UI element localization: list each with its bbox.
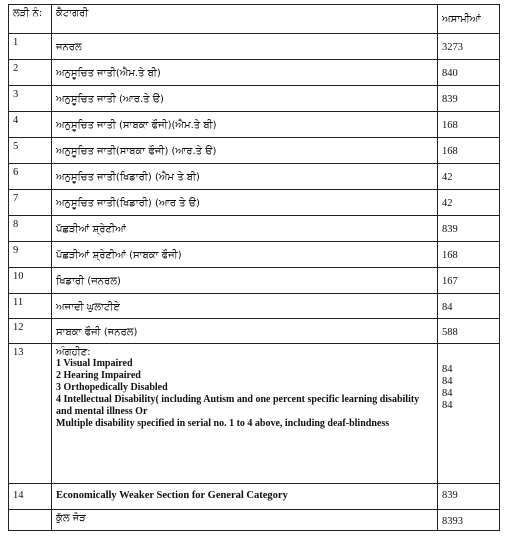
row-category: ਅਨੁਸੂਚਿਤ ਜਾਤੀ(ਖਿਡਾਰੀ) (ਆਰ ਤੇ ੳ) [52,190,438,216]
row-serial: 11 [9,294,52,319]
header-category: ਕੈਟਾਗਰੀ [52,5,438,34]
row-category: ਪੱਛੜੀਆਂ ਸ਼੍ਰੇਣੀਆਂ (ਸਾਬਕਾ ਫੌਜੀ) [52,242,438,268]
row-category: ਅਨੁਸੂਚਿਤ ਜਾਤੀ(ਖਿਡਾਰੀ) (ਐਮ ਤੇ ਬੀ) [52,164,438,190]
table-row [9,242,500,268]
row-posts: 839 [438,216,500,242]
row-posts: 168 [438,138,500,164]
disability-category [52,344,438,484]
row-category: ਅਜਾਦੀ ਘੁਲਾਟੀਏ [52,294,438,319]
row-serial: 12 [9,319,52,344]
table-row [9,190,500,216]
row-serial: 2 [9,60,52,86]
total-row [9,510,500,531]
row-posts: 84 [438,294,500,319]
disability-line: 2 Hearing Impaired [56,370,141,381]
disability-row [9,344,500,484]
disability-post-count: 84 [442,400,453,411]
disability-post-count: 84 [442,376,453,387]
row-posts: 3273 [438,34,500,60]
disability-line: 4 Intellectual Disability( including Autism and one percent specific learning disability and mental illness Or [56,394,420,417]
disability-post-count: 84 [442,388,453,399]
row-serial: 10 [9,268,52,294]
disability-serial: 13 [9,344,52,484]
header-serial: ਲੜੀ ਨੰ: [9,5,52,34]
row-category: ਅਨੁਸੂਚਿਤ ਜਾਤੀ(ਸਾਬਕਾ ਫੌਜੀ) (ਆਰ.ਤੇ ੳ) [52,138,438,164]
table-row [9,319,500,344]
disability-line: 3 Orthopedically Disabled [56,382,168,393]
ews-row [9,484,500,510]
row-serial: 3 [9,86,52,112]
row-serial: 5 [9,138,52,164]
header-posts: ਅਸਾਮੀਆਂ [438,5,500,34]
row-posts: 840 [438,60,500,86]
row-category: ਖਿਡਾਰੀ (ਜਨਰਲ) [52,268,438,294]
ews-posts: 839 [438,484,500,510]
row-category: ਪੱਛੜੀਆਂ ਸ਼੍ਰੇਣੀਆਂ [52,216,438,242]
table-row [9,112,500,138]
row-posts: 42 [438,190,500,216]
table-body [9,34,500,531]
total-serial-empty [9,510,52,531]
ews-serial: 14 [9,484,52,510]
disability-title: ਅੰਗਹੀਣ: [56,347,91,358]
row-category: ਅਨੁਸੂਚਿਤ ਜਾਤੀ(ਐਮ.ਤੇ ਬੀ) [52,60,438,86]
disability-line: Multiple disability specified in serial no. 1 to 4 above, including deaf-blindness [56,418,390,429]
posts-table [8,4,500,531]
table-row [9,294,500,319]
row-category: ਅਨੁਸੂਚਿਤ ਜਾਤੀ (ਆਰ.ਤੇ ੳ) [52,86,438,112]
total-posts: 8393 [438,510,500,531]
row-serial: 7 [9,190,52,216]
row-category: ਜਨਰਲ [52,34,438,60]
table-row [9,34,500,60]
row-posts: 839 [438,86,500,112]
header-row [9,5,500,34]
table-row [9,164,500,190]
row-serial: 8 [9,216,52,242]
table-row [9,216,500,242]
row-serial: 6 [9,164,52,190]
row-category: ਅਨੁਸੂਚਿਤ ਜਾਤੀ (ਸਾਬਕਾ ਫੌਜੀ)(ਐਮ.ਤੇ ਬੀ) [52,112,438,138]
row-serial: 9 [9,242,52,268]
row-posts: 167 [438,268,500,294]
disability-post-count: 84 [442,364,453,375]
row-serial: 1 [9,34,52,60]
table-row [9,60,500,86]
ews-category: Economically Weaker Section for General Category [52,484,438,510]
disability-posts [438,344,500,484]
total-label: ਕੁੱਲ ਜੋੜ [52,510,438,531]
row-category: ਸਾਬਕਾ ਫੌਜੀ (ਜਨਰਲ) [52,319,438,344]
row-serial: 4 [9,112,52,138]
disability-line: 1 Visual Impaired [56,358,133,369]
table-row [9,268,500,294]
row-posts: 588 [438,319,500,344]
row-posts: 168 [438,112,500,138]
table-row [9,138,500,164]
row-posts: 42 [438,164,500,190]
table-row [9,86,500,112]
row-posts: 168 [438,242,500,268]
